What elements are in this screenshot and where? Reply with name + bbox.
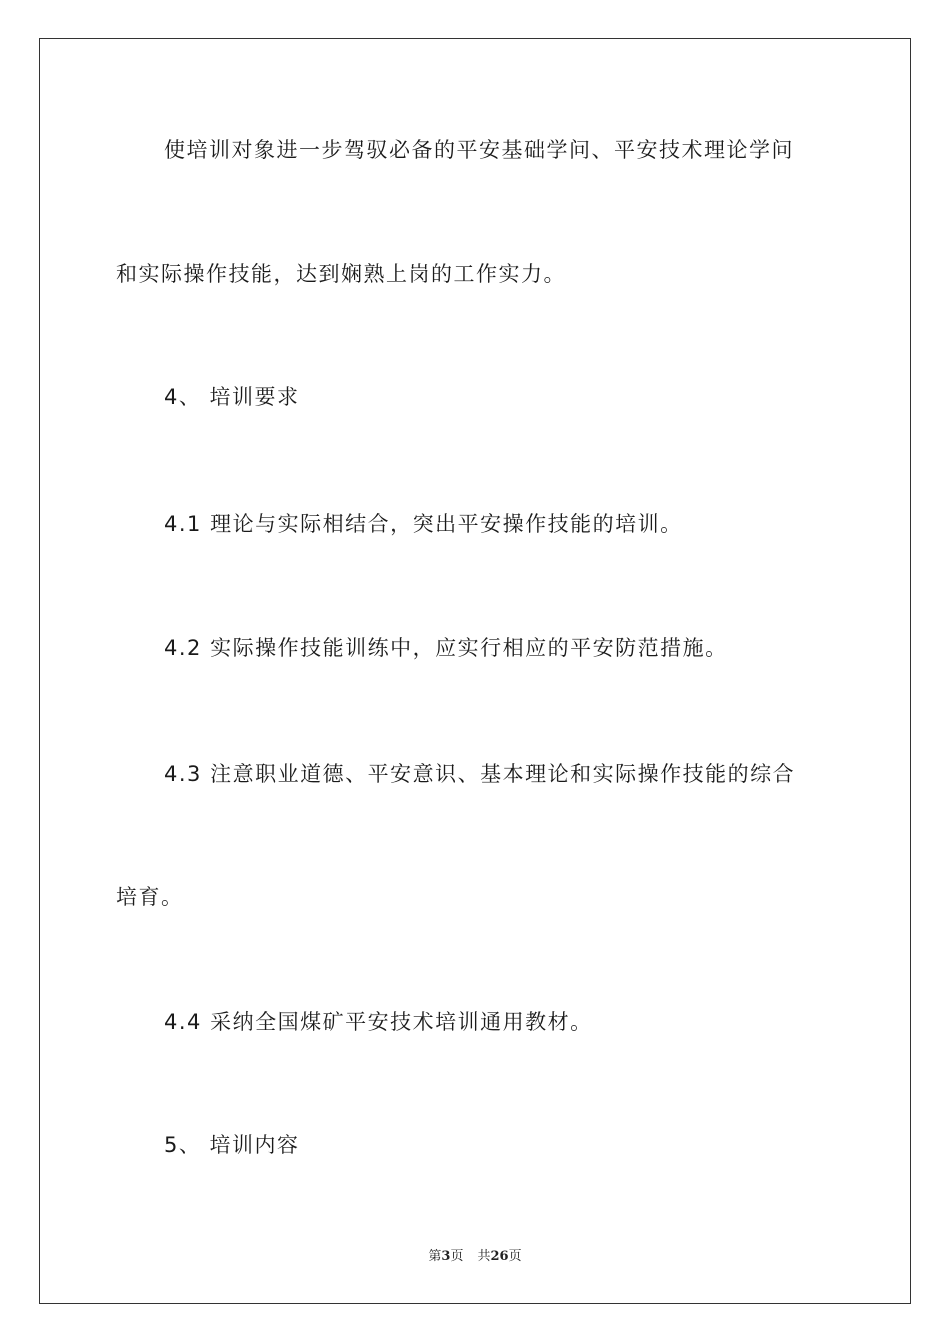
footer-page-prefix: 第 xyxy=(428,1249,442,1264)
footer-total-pages: 26 xyxy=(490,1249,509,1264)
paragraph-4-1: 4.1 理论与实际相结合，突出平安操作技能的培训。 xyxy=(164,512,683,536)
page-footer xyxy=(0,1248,950,1266)
paragraph-line-1: 使培训对象进一步驾驭必备的平安基础学问、平安技术理论学问 xyxy=(164,138,794,162)
section-heading-training-content: 5、 培训内容 xyxy=(164,1133,300,1157)
footer-page-suffix: 页 xyxy=(450,1249,464,1264)
paragraph-4-3: 4.3 注意职业道德、平安意识、基本理论和实际操作技能的综合 xyxy=(164,762,796,786)
paragraph-line-2: 和实际操作技能，达到娴熟上岗的工作实力。 xyxy=(116,262,566,286)
paragraph-4-4: 4.4 采纳全国煤矿平安技术培训通用教材。 xyxy=(164,1010,593,1034)
paragraph-4-3-continued: 培育。 xyxy=(116,885,184,909)
page-frame xyxy=(39,38,911,1304)
footer-total-suffix: 页 xyxy=(508,1249,522,1264)
section-heading-training-requirements: 4、 培训要求 xyxy=(164,385,300,409)
footer-page-number: 3 xyxy=(441,1249,451,1264)
paragraph-4-2: 4.2 实际操作技能训练中，应实行相应的平安防范措施。 xyxy=(164,636,728,660)
footer-total-prefix: 共 xyxy=(477,1249,491,1264)
